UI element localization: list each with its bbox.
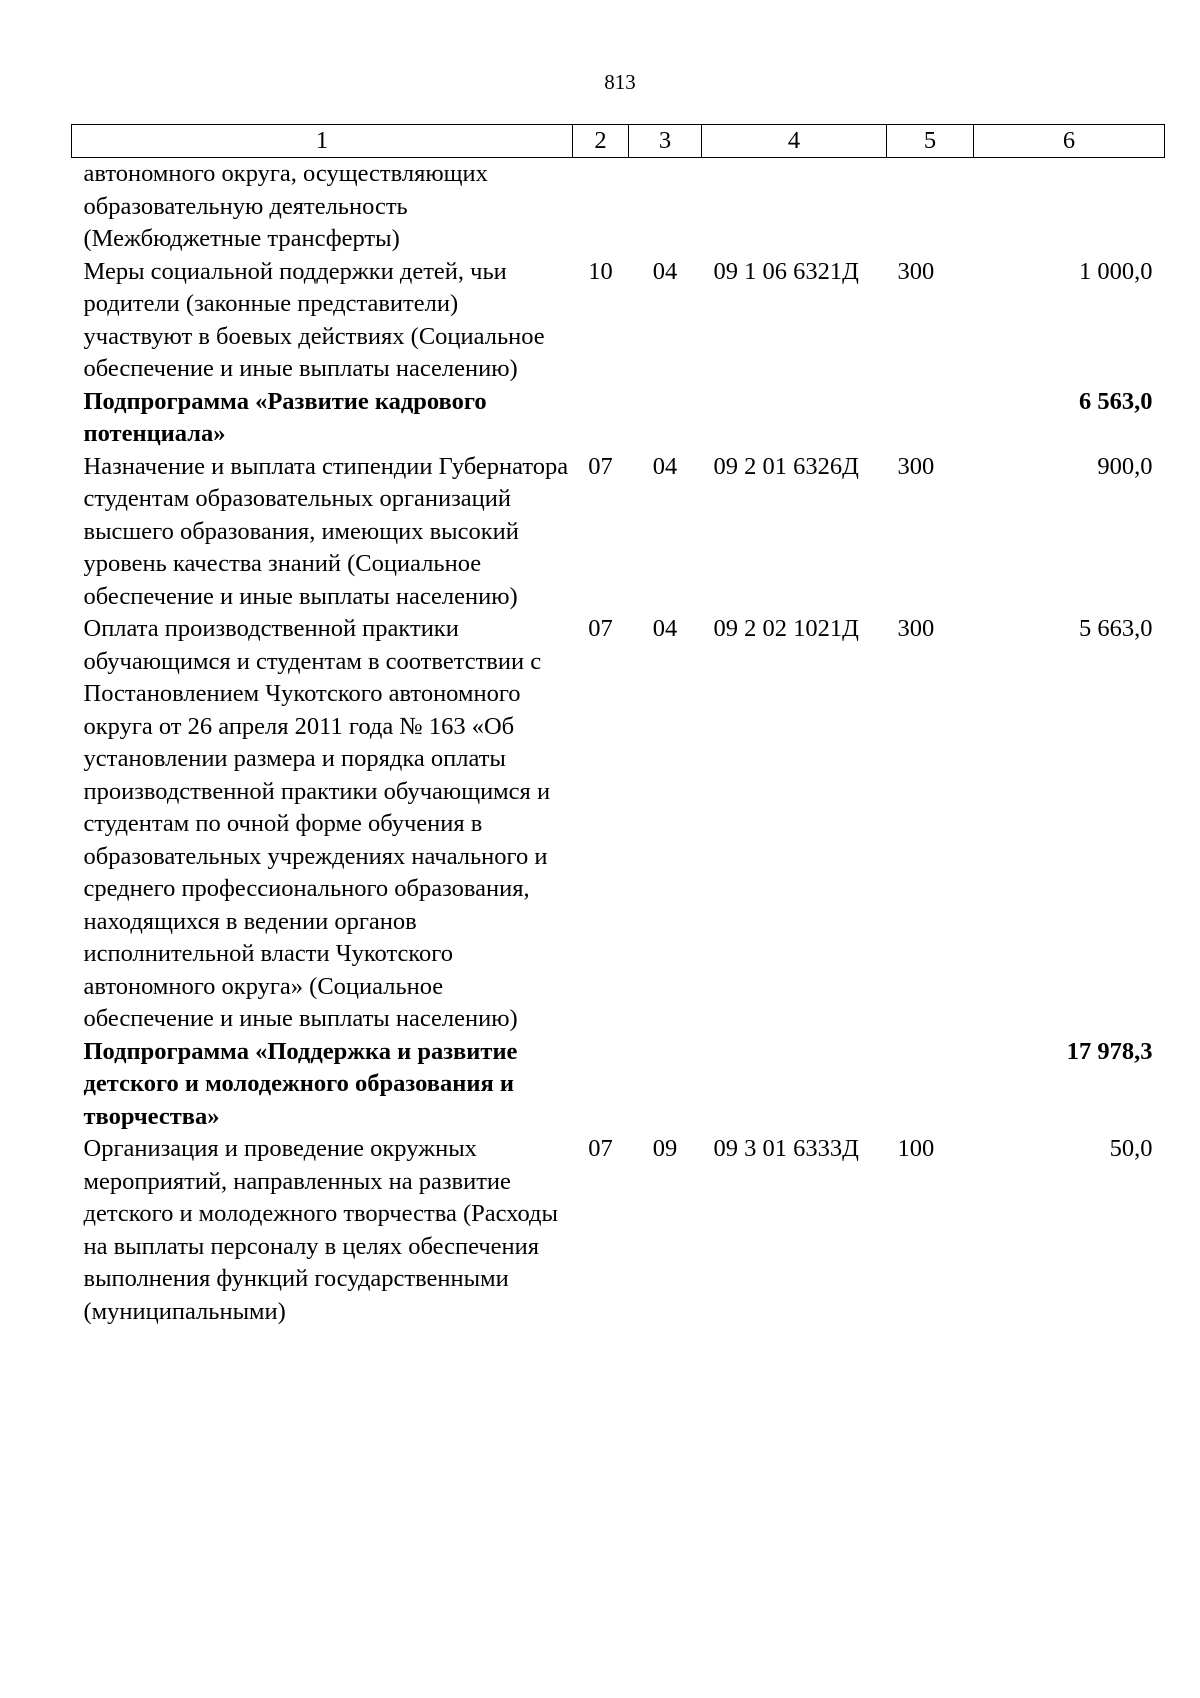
row-expense-type-code (887, 1036, 974, 1134)
row-amount: 900,0 (1097, 452, 1153, 480)
row-target-code: 09 2 01 6326Д (713, 452, 859, 480)
row-expense-type-code: 100 (897, 1135, 935, 1162)
row-name: автономного округа, осуществляющих образовательную деятельность (Межбюджетные трансферты) (83, 160, 488, 252)
row-subsection-code (629, 386, 702, 451)
row-amount: 17 978,3 (1066, 1037, 1153, 1065)
row-subsection-code: 04 (652, 615, 678, 642)
row-name: Оплата производственной практики обучающимся и студентам в соответствии с Постановлением Чукотского автономного округа от 26 апреля 2011 года № 163 «Об установлении размера и порядка оплаты производственной практики обучающимся и студентам по очной форме обучения в образовательных учреждениях начального и среднего профессионального образования, находящихся в ведении органов исполнительной власти Чукотского автономного округа» (Социальное обеспечение и иные выплаты населению) (83, 615, 551, 1032)
table-row (72, 1133, 1165, 1328)
column-header-4: 4 (702, 125, 887, 158)
row-section-code (573, 1036, 629, 1134)
table-row (72, 158, 1165, 256)
table-header-row (72, 125, 1165, 158)
row-name: Подпрограмма «Поддержка и развитие детского и молодежного образования и творчества» (83, 1037, 518, 1130)
row-section-code: 10 (588, 257, 613, 285)
row-expense-type-code (887, 158, 974, 256)
row-section-code: 07 (588, 1135, 613, 1162)
row-amount: 6 563,0 (1079, 387, 1153, 415)
row-section-code: 07 (588, 615, 613, 642)
table-body (72, 158, 1165, 1329)
row-expense-type-code: 300 (897, 615, 935, 642)
row-expense-type-code: 300 (897, 452, 935, 480)
row-section-code: 07 (588, 452, 613, 480)
row-subsection-code (629, 158, 702, 256)
column-header-6: 6 (974, 125, 1165, 158)
row-amount (974, 158, 1165, 256)
row-subsection-code: 04 (652, 257, 678, 285)
row-target-code (702, 158, 887, 256)
row-amount: 1 000,0 (1079, 257, 1153, 285)
row-amount: 5 663,0 (1079, 615, 1153, 642)
table-row (72, 256, 1165, 386)
row-subsection-code (629, 1036, 702, 1134)
row-name: Меры социальной поддержки детей, чьи родители (законные представители) участвуют в боевых действиях (Социальное обеспечение и иные выплаты населению) (83, 257, 545, 382)
column-header-3: 3 (629, 125, 702, 158)
row-name: Организация и проведение окружных мероприятий, направленных на развитие детского и молодежного творчества (Расходы на выплаты персоналу в целях обеспечения выполнения функций государственными (муниципальными) (83, 1135, 558, 1325)
row-name: Подпрограмма «Развитие кадрового потенциала» (83, 387, 487, 447)
row-subsection-code: 09 (652, 1135, 678, 1162)
row-target-code: 09 1 06 6321Д (713, 257, 859, 285)
table-row (72, 613, 1165, 1036)
row-expense-type-code: 300 (897, 257, 935, 285)
row-expense-type-code (887, 386, 974, 451)
row-target-code: 09 2 02 1021Д (713, 615, 859, 642)
table-row (72, 451, 1165, 614)
row-amount: 50,0 (1109, 1135, 1153, 1162)
table-row (72, 1036, 1165, 1134)
page-number: 813 (604, 70, 636, 94)
column-header-2: 2 (573, 125, 629, 158)
row-target-code (702, 1036, 887, 1134)
table-row (72, 386, 1165, 451)
row-section-code (573, 158, 629, 256)
row-section-code (573, 386, 629, 451)
budget-table (71, 124, 1165, 1328)
column-header-1: 1 (72, 125, 573, 158)
row-target-code: 09 3 01 6333Д (713, 1135, 859, 1162)
row-target-code (702, 386, 887, 451)
row-subsection-code: 04 (652, 452, 678, 480)
column-header-5: 5 (887, 125, 974, 158)
row-name: Назначение и выплата стипендии Губернатора студентам образовательных организаций высшего образования, имеющих высокий уровень качества знаний (Социальное обеспечение и иные выплаты населению) (83, 452, 569, 610)
